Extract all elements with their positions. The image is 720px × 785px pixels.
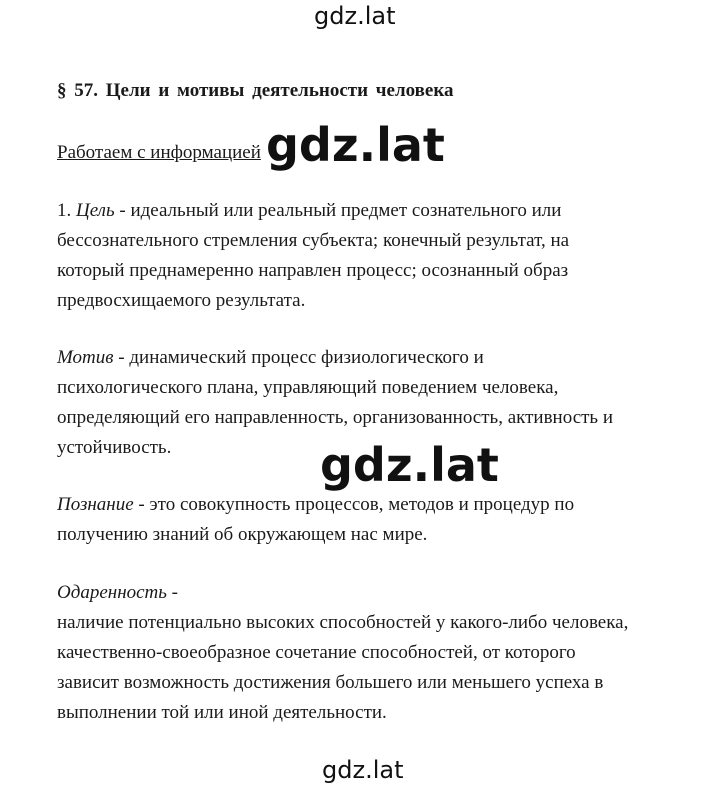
definition-text: - (166, 582, 178, 603)
definition-term: Одаренность (57, 582, 167, 603)
definition-line: наличие потенциально высоких способностей у какого-либо человека, (57, 612, 629, 633)
definition-text: - динамический процесс физиологического и (113, 347, 484, 368)
definition-line: зависит возможность достижения большего или меньшего успеха в (57, 672, 604, 693)
definition-number: 1. (57, 200, 76, 221)
definition-line: получению знаний об окружающем нас мире. (57, 524, 428, 545)
watermark-top: gdz.lat (314, 2, 396, 30)
definition-line: качественно-своеобразное сочетание способностей, от которого (57, 642, 576, 663)
definition-term: Познание (57, 494, 134, 515)
definition-term: Мотив (57, 347, 114, 368)
definition-line: выполнении той или иной деятельности. (57, 702, 387, 723)
definition-line: предвосхищаемого результата. (57, 290, 306, 311)
definition-line: определяющий его направленность, организованность, активность и (57, 407, 614, 428)
definition-line (57, 578, 628, 608)
section-heading: § 57. Цели и мотивы деятельности человека (57, 80, 454, 101)
definition-goal (57, 196, 569, 316)
definition-motive (57, 343, 613, 463)
definition-line: бессознательного стремления субъекта; конечный результат, на (57, 230, 570, 251)
definition-line (57, 196, 569, 226)
watermark-large-2: gdz.lat (320, 438, 499, 492)
definition-text: - идеальный или реальный предмет сознательного или (114, 200, 562, 221)
watermark-bottom: gdz.lat (322, 756, 404, 784)
definition-line: устойчивость. (57, 437, 172, 458)
section-subheading: Работаем с информацией (57, 142, 261, 163)
definition-text: - это совокупность процессов, методов и процедур по (133, 494, 575, 515)
definition-cognition (57, 490, 574, 550)
definition-line: который преднамеренно направлен процесс; осознанный образ (57, 260, 569, 281)
definition-line (57, 343, 613, 373)
watermark-large-1: gdz.lat (266, 118, 445, 172)
definition-giftedness (57, 578, 628, 728)
definition-line: психологического плана, управляющий поведением человека, (57, 377, 559, 398)
definition-term: Цель (76, 200, 115, 221)
definition-line (57, 490, 574, 520)
